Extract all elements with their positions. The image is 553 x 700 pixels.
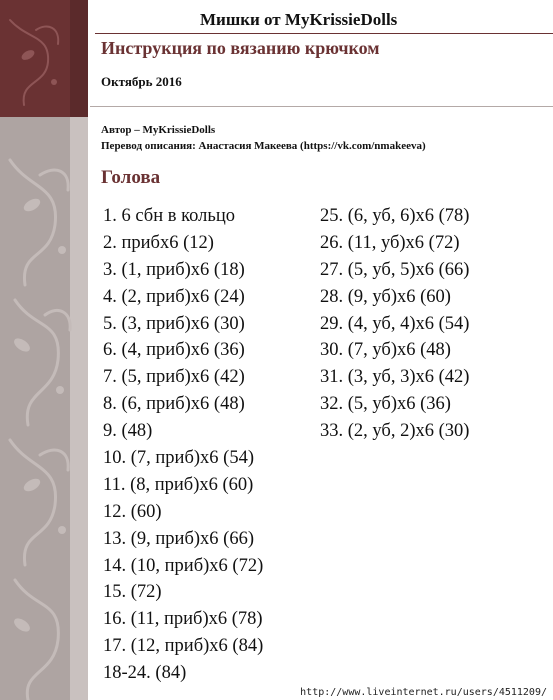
- author-line: Автор – MyKrissieDolls: [101, 124, 216, 136]
- document-title: Мишки от MyKrissieDolls: [200, 10, 398, 29]
- pattern-row: 9. (48): [103, 421, 153, 442]
- pattern-row: 3. (1, приб)x6 (18): [103, 259, 245, 280]
- pattern-rows-right: [320, 203, 469, 445]
- pattern-row: 33. (2, уб, 2)x6 (30): [320, 421, 470, 442]
- credits-block: [101, 122, 426, 154]
- pattern-row: 32. (5, уб)x6 (36): [320, 394, 451, 415]
- pattern-row: 17. (12, приб)x6 (84): [103, 636, 264, 657]
- floral-ornament-icon: [0, 0, 88, 700]
- pattern-row: 10. (7, приб)x6 (54): [103, 448, 254, 469]
- decorative-sidebar: [0, 0, 88, 700]
- pattern-row: 18-24. (84): [103, 663, 187, 684]
- pattern-row: 13. (9, приб)x6 (66): [103, 528, 254, 549]
- document-date: Октябрь 2016: [101, 74, 182, 89]
- pattern-row: 5. (3, приб)x6 (30): [103, 313, 245, 334]
- section-heading: Голова: [101, 167, 161, 188]
- pattern-row: 11. (8, приб)x6 (60): [103, 474, 254, 495]
- pattern-row: 30. (7, уб)x6 (48): [320, 340, 451, 361]
- pattern-row: 27. (5, уб, 5)x6 (66): [320, 259, 470, 280]
- pattern-row: 6. (4, приб)x6 (36): [103, 340, 245, 361]
- pattern-row: 8. (6, приб)x6 (48): [103, 394, 245, 415]
- pattern-row: 28. (9, уб)x6 (60): [320, 286, 451, 307]
- pattern-row: 16. (11, приб)x6 (78): [103, 609, 263, 630]
- pattern-row: 14. (10, приб)x6 (72): [103, 555, 264, 576]
- pattern-row: 12. (60): [103, 501, 162, 522]
- pattern-row: 4. (2, приб)x6 (24): [103, 286, 245, 307]
- pattern-row: 1. 6 сбн в кольцо: [103, 206, 235, 226]
- pattern-row: 31. (3, уб, 3)x6 (42): [320, 367, 470, 388]
- pattern-row: 15. (72): [103, 582, 162, 603]
- section-divider: [90, 106, 553, 107]
- pattern-row: 2. прибx6 (12): [103, 232, 214, 253]
- pattern-row: 29. (4, уб, 4)x6 (54): [320, 313, 470, 334]
- pattern-row: 25. (6, уб, 6)x6 (78): [320, 206, 470, 226]
- pattern-row: 7. (5, приб)x6 (42): [103, 367, 245, 388]
- pattern-rows-left: [103, 203, 263, 687]
- pattern-row: 26. (11, уб)x6 (72): [320, 232, 460, 253]
- header-divider: [95, 33, 553, 34]
- translation-line: Перевод описания: Анастасия Макеева (https://vk.com/nmakeeva): [101, 140, 426, 152]
- source-url-watermark: http://www.liveinternet.ru/users/4511209/: [300, 687, 547, 698]
- document-subtitle: Инструкция по вязанию крючком: [101, 38, 380, 58]
